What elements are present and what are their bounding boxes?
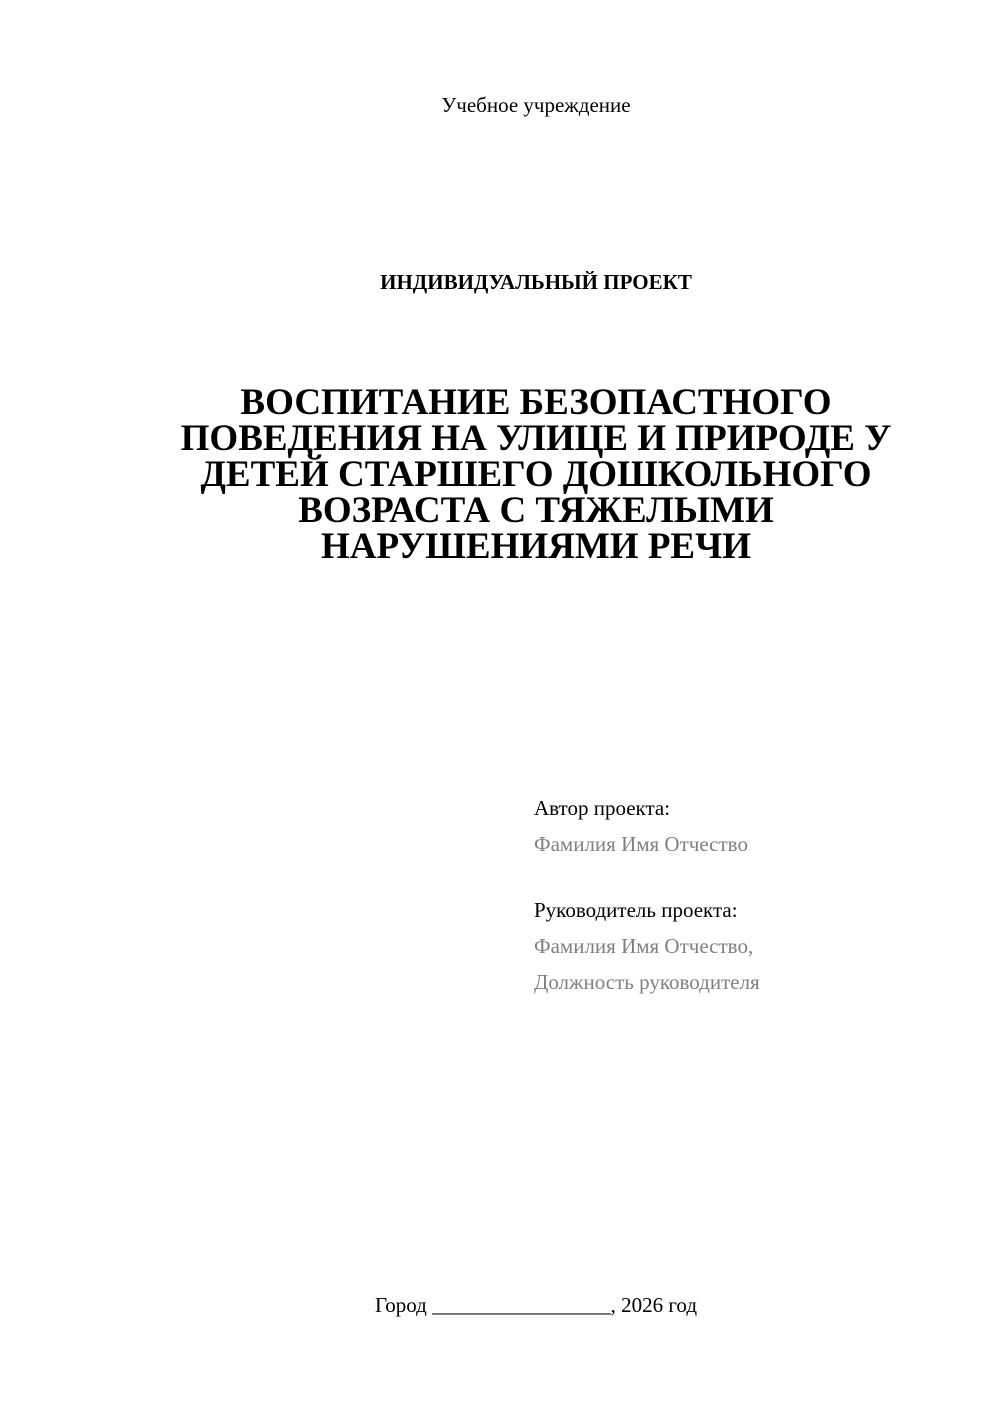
project-title-line: ВОСПИТАНИЕ БЕЗОПАСТНОГО xyxy=(240,382,832,423)
city-year-line: Город _________________, 2026 год xyxy=(374,1293,698,1317)
spacer xyxy=(534,862,954,892)
project-title-line: ВОЗРАСТА С ТЯЖЕЛЫМИ xyxy=(298,490,774,531)
project-title-line: ДЕТЕЙ СТАРШЕГО ДОШКОЛЬНОГО xyxy=(200,454,872,495)
project-title-line: НАРУШЕНИЯМИ РЕЧИ xyxy=(320,526,752,567)
supervisor-position: Должность руководителя xyxy=(534,970,760,994)
project-title-line: ПОВЕДЕНИЯ НА УЛИЦЕ И ПРИРОДЕ У xyxy=(180,418,892,459)
institution-name: Учебное учреждение xyxy=(441,93,631,117)
author-label: Автор проекта: xyxy=(534,796,671,820)
supervisor-label: Руководитель проекта: xyxy=(534,898,738,922)
authors-block xyxy=(534,790,954,1000)
project-type-heading: ИНДИВИДУАЛЬНЫЙ ПРОЕКТ xyxy=(380,270,692,294)
author-name: Фамилия Имя Отчество xyxy=(534,832,748,856)
project-title xyxy=(150,382,922,567)
supervisor-name: Фамилия Имя Отчество, xyxy=(534,934,754,958)
